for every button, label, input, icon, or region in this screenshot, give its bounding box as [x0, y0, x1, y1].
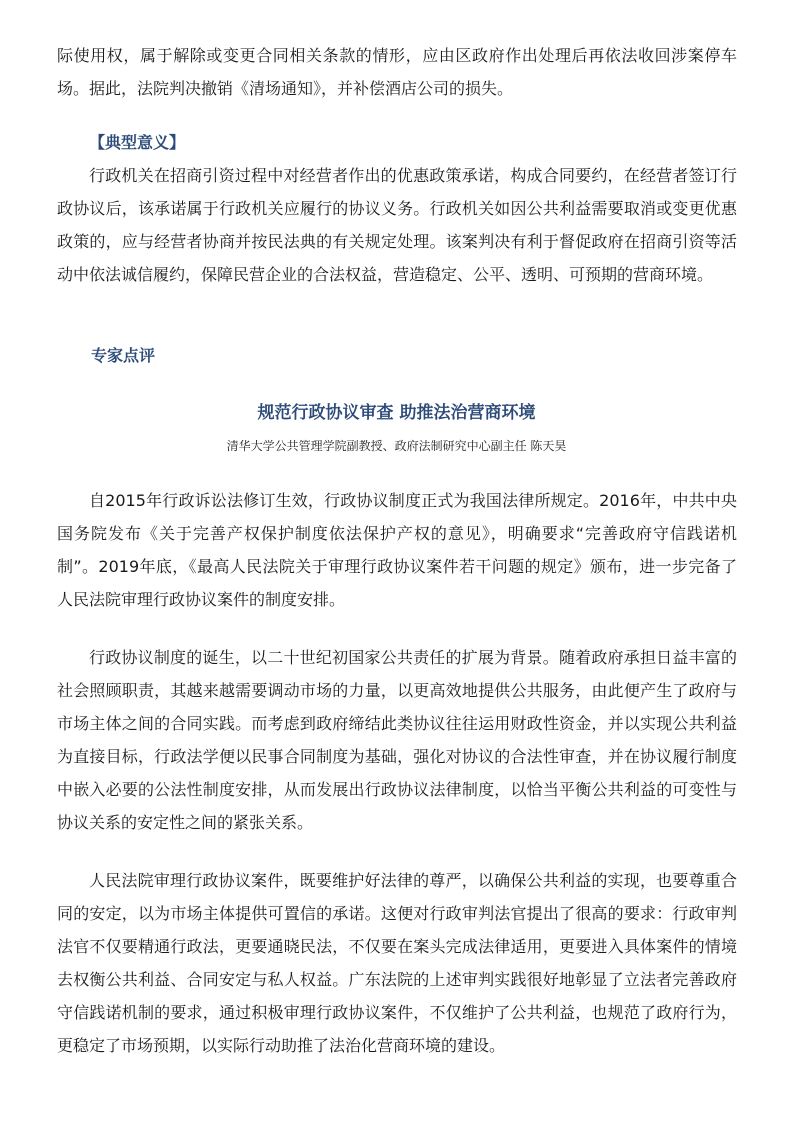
expert-paragraph-1: 自2015年行政诉讼法修订生效，行政协议制度正式为我国法律所规定。2016年，中共中央国务院发布《关于完善产权保护制度依法保护产权的意见》，明确要求“完善政府守信践诺机制”。2019年底，《最高人民法院关于审理行政协议案件若干问题的规定》颁布，进一步完备了人民法院审理行政协议案件的制度安排。	[57, 491, 737, 609]
expert-paragraph-2: 行政协议制度的诞生，以二十世纪初国家公共责任的扩展为背景。随着政府承担日益丰富的社会照顾职责，其越来越需要调动市场的力量，以更高效地提供公共服务，由此便产生了政府与市场主体之间的合同实践。而考虑到政府缔结此类协议往往运用财政性资金，并以实现公共利益为直接目标，行政法学便以民事合同制度为基础，强化对协议的合法性审查，并在协议履行制度中嵌入必要的公法性制度安排，从而发展出行政协议法律制度，以恰当平衡公共利益的可变性与协议关系的安定性之间的紧张关系。	[57, 648, 737, 832]
significance-heading: 【典型意义】	[89, 133, 186, 152]
case-continuation-paragraph: 际使用权，属于解除或变更合同相关条款的情形，应由区政府作出处理后再依法收回涉案停车场。据此，法院判决撤销《清场通知》，并补偿酒店公司的损失。	[57, 46, 737, 98]
expert-paragraph-3: 人民法院审理行政协议案件，既要维护好法律的尊严，以确保公共利益的实现，也要尊重合同的安定，以为市场主体提供可置信的承诺。这便对行政审判法官提出了很高的要求：行政审判法官不仅要精通行政法，更要通晓民法，不仅要在案头完成法律适用，更要进入具体案件的情境去权衡公共利益、合同安定与私人权益。广东法院的上述审判实践很好地彰显了立法者完善政府守信践诺机制的要求，通过积极审理行政协议案件，不仅维护了公共利益，也规范了政府行为，更稳定了市场预期，以实际行动助推了法治化营商环境的建设。	[57, 871, 737, 1055]
author-byline: 清华大学公共管理学院副教授、政府法制研究中心副主任 陈天昊	[226, 439, 567, 453]
article-title: 规范行政协议审查 助推法治营商环境	[257, 403, 536, 423]
expert-comment-heading: 专家点评	[91, 346, 156, 365]
significance-paragraph: 行政机关在招商引资过程中对经营者作出的优惠政策承诺，构成合同要约，在经营者签订行政协议后，该承诺属于行政机关应履行的协议义务。行政机关如因公共利益需要取消或变更优惠政策的，应与经营者协商并按民法典的有关规定处理。该案判决有利于督促政府在招商引资等活动中依法诚信履约，保障民营企业的合法权益，营造稳定、公平、透明、可预期的营商环境。	[57, 166, 737, 284]
